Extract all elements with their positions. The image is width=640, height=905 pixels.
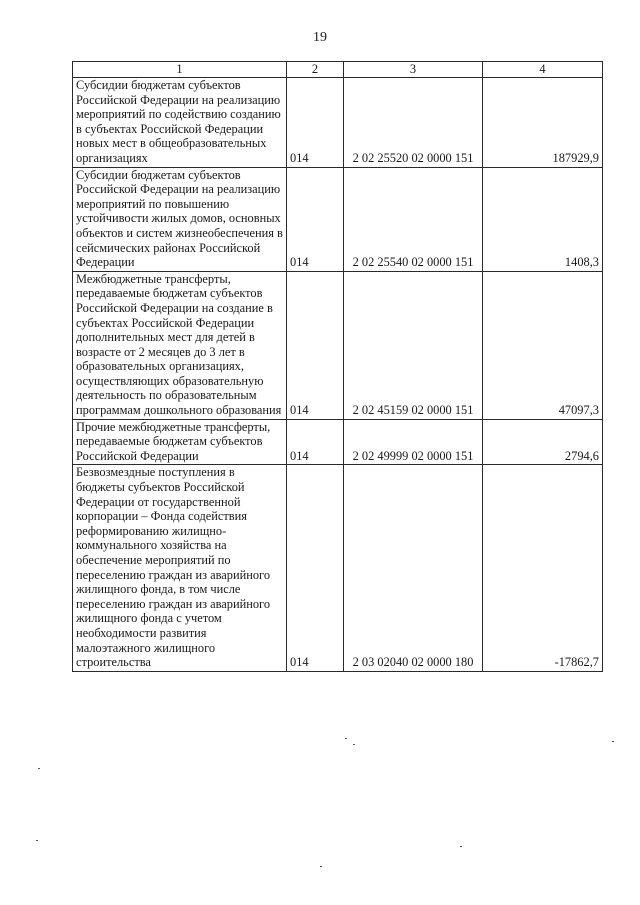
table-row xyxy=(73,465,603,671)
row-amount: 187929,9 xyxy=(483,78,603,168)
row-admin-code: 014 xyxy=(287,78,344,168)
table-header-row xyxy=(73,62,603,78)
row-kbk: 2 03 02040 02 0000 180 xyxy=(344,465,483,671)
scan-speck xyxy=(36,840,38,841)
column-header: 2 xyxy=(287,62,344,78)
row-description: Субсидии бюджетам субъектов Российской Федерации на реализацию мероприятий по повышению устойчивости жилых домов, основных объектов и систем жизнеобеспечения в сейсмических районах Российской Федерации xyxy=(73,167,287,271)
table-row xyxy=(73,167,603,271)
table-row xyxy=(73,419,603,465)
row-amount: 2794,6 xyxy=(483,419,603,465)
row-kbk: 2 02 49999 02 0000 151 xyxy=(344,419,483,465)
row-kbk: 2 02 25540 02 0000 151 xyxy=(344,167,483,271)
page-number: 19 xyxy=(313,30,327,45)
row-amount: 47097,3 xyxy=(483,271,603,419)
row-description: Межбюджетные трансферты, передаваемые бюджетам субъектов Российской Федерации на создание в субъектах Российской Федерации дополнительных мест для детей в возрасте от 2 месяцев до 3 лет в образовательных организациях, осуществляющих образовательную деятельность по образовательным программам дошкольного образования xyxy=(73,271,287,419)
scan-speck xyxy=(345,738,347,739)
row-admin-code: 014 xyxy=(287,271,344,419)
row-description: Безвозмездные поступления в бюджеты субъектов Российской Федерации от государственной корпорации – Фонда содействия реформированию жилищно-коммунального хозяйства на обеспечение мероприятий по переселению граждан из аварийного жилищного фонда, в том числе переселению граждан из аварийного жилищного фонда с учетом необходимости развития малоэтажного жилищного строительства xyxy=(73,465,287,671)
row-amount: 1408,3 xyxy=(483,167,603,271)
row-admin-code: 014 xyxy=(287,419,344,465)
scan-speck xyxy=(38,768,40,769)
table-row xyxy=(73,271,603,419)
row-description: Прочие межбюджетные трансферты, передаваемые бюджетам субъектов Российской Федерации xyxy=(73,419,287,465)
scan-speck xyxy=(320,866,322,867)
row-admin-code: 014 xyxy=(287,465,344,671)
scan-speck xyxy=(612,741,614,742)
row-admin-code: 014 xyxy=(287,167,344,271)
row-kbk: 2 02 45159 02 0000 151 xyxy=(344,271,483,419)
row-kbk: 2 02 25520 02 0000 151 xyxy=(344,78,483,168)
column-header: 4 xyxy=(483,62,603,78)
table-row xyxy=(73,78,603,168)
budget-revenue-table xyxy=(72,61,603,672)
column-header: 1 xyxy=(73,62,287,78)
row-amount: -17862,7 xyxy=(483,465,603,671)
scan-speck xyxy=(353,744,355,745)
scan-speck xyxy=(460,846,462,847)
row-description: Субсидии бюджетам субъектов Российской Федерации на реализацию мероприятий по содействию созданию в субъектах Российской Федерации новых мест в общеобразовательных организациях xyxy=(73,78,287,168)
column-header: 3 xyxy=(344,62,483,78)
